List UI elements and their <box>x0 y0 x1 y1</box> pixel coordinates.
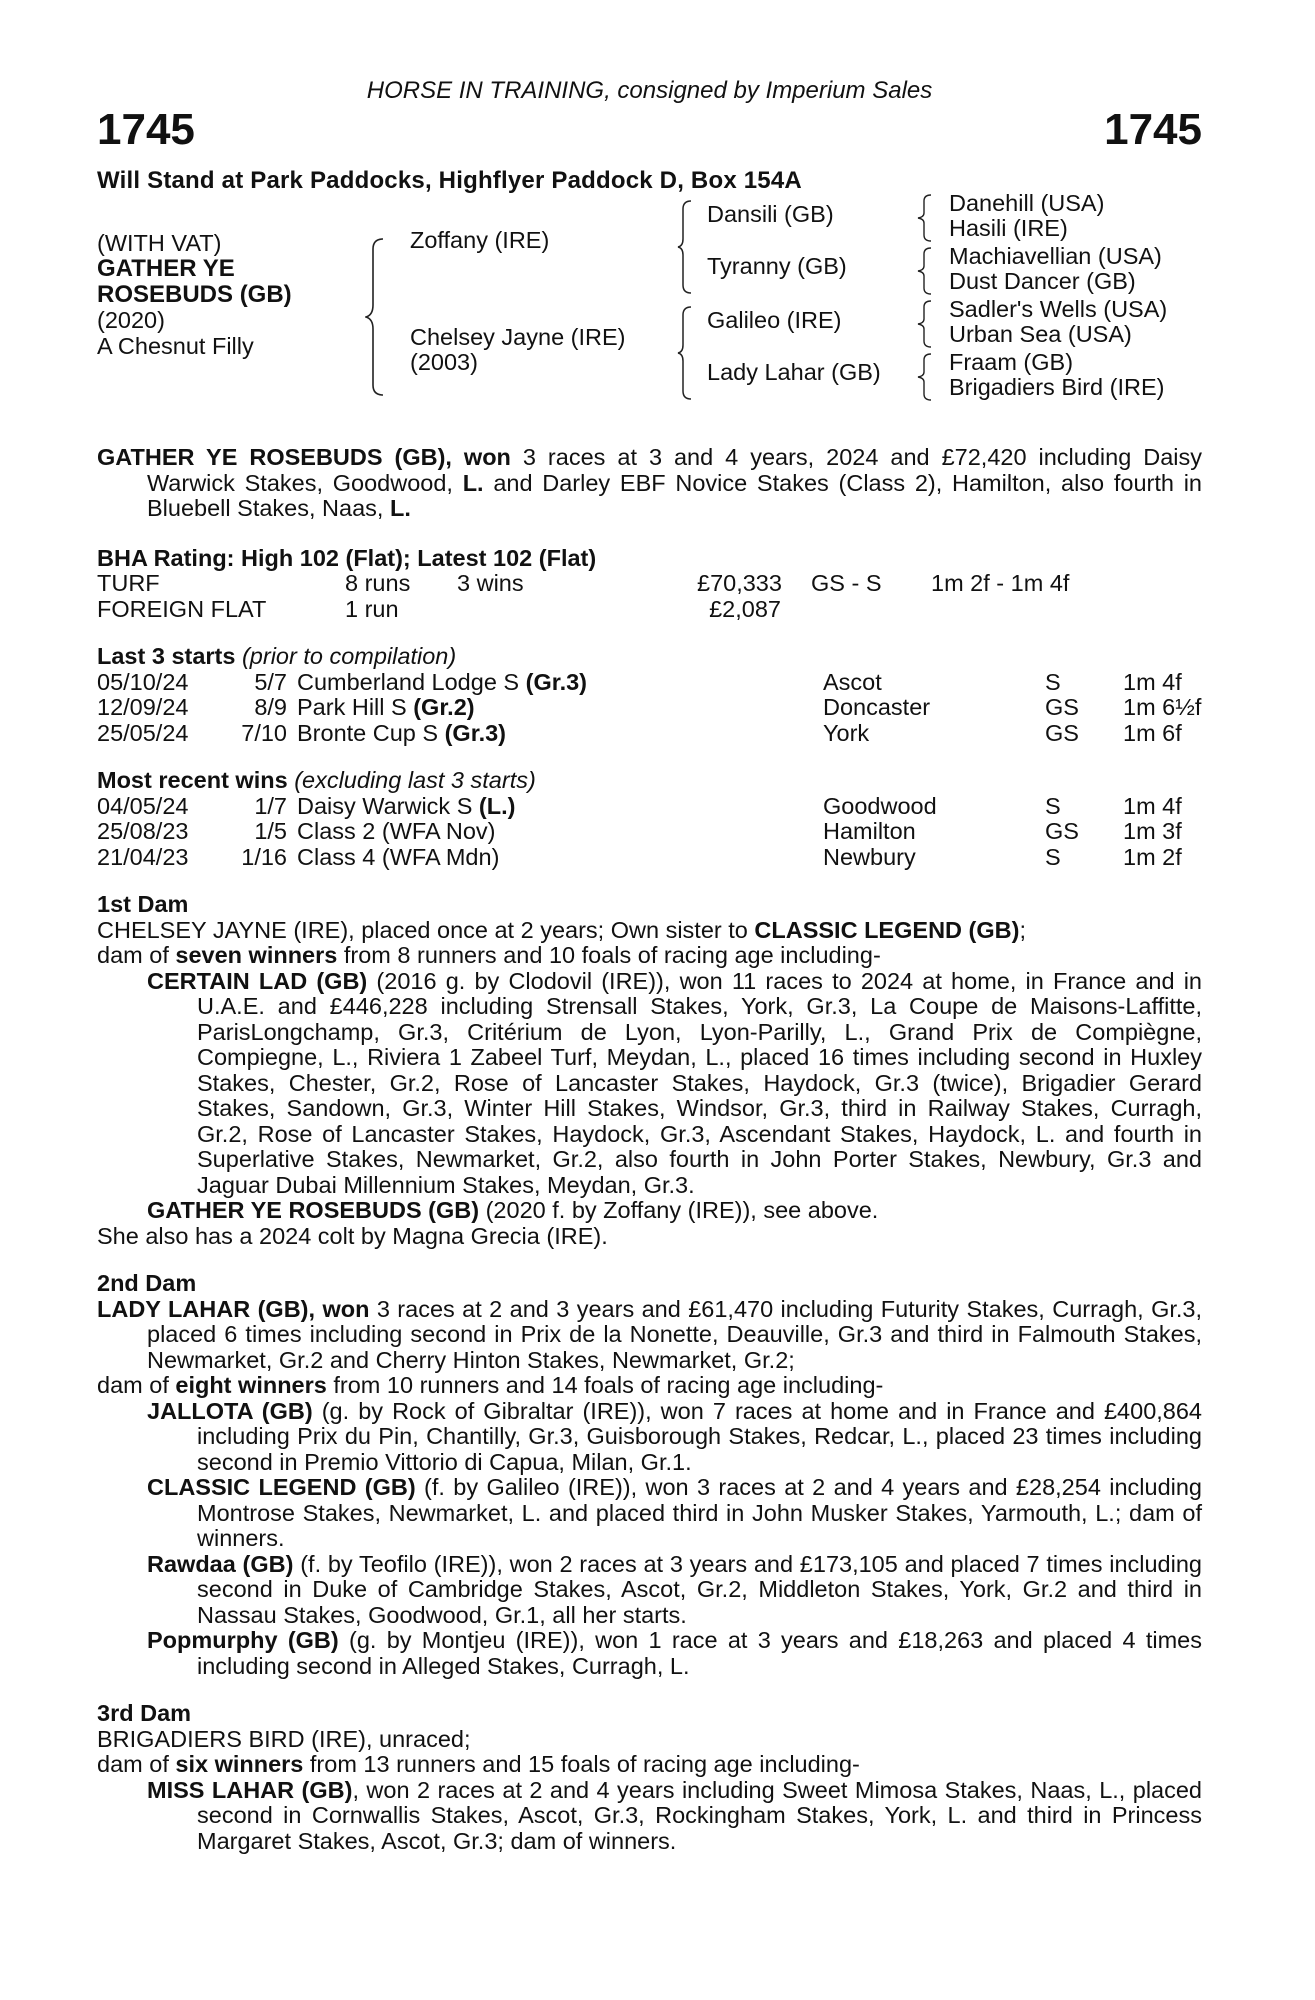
pedigree-brace-4d <box>917 352 933 402</box>
win-row: 21/04/23 1/16 Class 4 (WFA Mdn) Newbury S 1m 2f <box>97 843 1182 870</box>
horse-name-line1: GATHER YE <box>97 255 235 282</box>
second-dam: 2nd Dam LADY LAHAR (GB), won 3 races at 2 and 3 years and £61,470 including Futurity Stakes, Curragh, Gr.3, placed 6 times including second in Prix de la Nonette, Deauville, Gr.3 and third in Falmouth Stakes, Newmarket, Gr.2 and Cherry Hinton Stakes, Newmarket, Gr.2; dam of eight winners from 10 runners and 14 foals of racing age including- JALLOTA (GB) (g. by Rock of Gibraltar (IRE)), won 7 races at home and in France and £400,864 including Prix du Pin, Chantilly, Gr.3, Guisborough Stakes, Redcar, L., placed 23 times including second in Premio Vittorio di Capua, Milan, Gr.1. CLASSIC LEGEND (GB) (f. by Galileo (IRE)), won 3 races at 2 and 4 years and £28,254 including Montrose Stakes, Newmarket, L. and placed third in John Musker Stakes, Yarmouth, L.; dam of winners. Rawdaa (GB) (f. by Teofilo (IRE)), won 2 races at 3 years and £173,105 and placed 7 times including second in Duke of Cambridge Stakes, Ascot, Gr.2, Middleton Stakes, York, Gr.2 and third in Nassau Stakes, Goodwood, Gr.1, all her starts. Popmurphy (GB) (g. by Montjeu (IRE)), won 1 race at 3 years and £18,263 and placed 4 times including second in Alleged Stakes, Curragh, L. <box>97 1270 1203 1679</box>
pedigree-dam-sire: Galileo (IRE) <box>707 307 842 333</box>
horse-name-line2: ROSEBUDS (GB) <box>97 281 292 308</box>
pedigree-dsd: Urban Sea (USA) <box>949 321 1132 347</box>
bha-rating <box>97 546 1202 623</box>
produce-entry: Rawdaa (GB) (f. by Teofilo (IRE)), won 2 races at 3 years and £173,105 and placed 7 times including second in Duke of Cambridge Stakes, Ascot, Gr.2, Middleton Stakes, York, Gr.2 and third in Nassau Stakes, Goodwood, Gr.1, all her starts. <box>147 1550 1202 1628</box>
first-dam: 1st Dam CHELSEY JAYNE (IRE), placed once at 2 years; Own sister to CLASSIC LEGEND (GB); dam of seven winners from 8 runners and 10 foals of racing age including- CERTAIN LAD (GB) (2016 g. by Clodovil (IRE)), won 11 races to 2024 at home, in France and in U.A.E. and £446,228 including Strensall Stakes, York, Gr.3, La Coupe de Maisons-Laffitte, ParisLongchamp, Gr.3, Critérium de Lyon, Lyon-Parilly, L., Grand Prix de Compiègne, Compiegne, L., Riviera 1 Zabeel Turf, Meydan, L., placed 16 times including second in Huxley Stakes, Chester, Gr.2, Rose of Lancaster Stakes, Haydock, Gr.3 (twice), Brigadier Gerard Stakes, Sandown, Gr.3, Winter Hill Stakes, Windsor, Gr.3, third in Railway Stakes, Curragh, Gr.2, Rose of Lancaster Stakes, Haydock, Gr.3, Ascendant Stakes, Haydock, L. and fourth in Superlative Stakes, Newmarket, Gr.2, also fourth in John Porter Stakes, Newbury, Gr.3 and Jaguar Dubai Millennium Stakes, Meydan, Gr.3. GATHER YE ROSEBUDS (GB) (2020 f. by Zoffany (IRE)), see above. She also has a 2024 colt by Magna Grecia (IRE). <box>97 891 1202 1249</box>
pedigree-sss: Danehill (USA) <box>949 190 1105 216</box>
produce-entry: GATHER YE ROSEBUDS (GB) (2020 f. by Zoffany (IRE)), see above. <box>147 1197 879 1223</box>
horse-vat: (WITH VAT) <box>97 230 222 256</box>
start-row: 12/09/24 8/9 Park Hill S (Gr.2) Doncaster GS 1m 6½f <box>97 694 1202 720</box>
pedigree-brace-4c <box>917 299 933 349</box>
pedigree-brace-main <box>365 237 387 397</box>
location-line: Will Stand at Park Paddocks, Highflyer Paddock D, Box 154A <box>97 166 802 194</box>
pedigree-brace-4b <box>917 246 933 296</box>
horse-year: (2020) <box>97 307 165 333</box>
produce-entry: Popmurphy (GB) (g. by Montjeu (IRE)), won 1 race at 3 years and £18,263 and placed 4 times including second in Alleged Stakes, Curragh, L. <box>147 1627 1202 1679</box>
consignment-line: HORSE IN TRAINING, consigned by Imperium Sales <box>366 77 933 104</box>
rating-title: BHA Rating: High 102 (Flat); Latest 102 (Flat) <box>97 544 597 571</box>
pedigree-ssd: Hasili (IRE) <box>949 215 1068 241</box>
last-3-starts: Last 3 starts (prior to compilation) 05/10/24 5/7 Cumberland Lodge S (Gr.3) Ascot S 1m 4f 12/09/24 8/9 Park Hill S (Gr.2) Doncaster GS 1m 6½f 25/05/24 7/10 Bronte Cup S (Gr.3) York GS 1m 6f <box>97 643 1202 746</box>
win-row: 25/08/23 1/5 Class 2 (WFA Nov) Hamilton GS 1m 3f <box>97 818 1182 844</box>
start-row: 05/10/24 5/7 Cumberland Lodge S (Gr.3) Ascot S 1m 4f <box>97 668 1182 695</box>
first-dam-heading: 1st Dam <box>97 891 189 917</box>
summary-horse-name: GATHER YE ROSEBUDS (GB) <box>97 444 446 470</box>
pedigree-brace-sire <box>677 199 693 295</box>
rating-row: TURF 8 runs 3 wins £70,333 GS - S 1m 2f - 1m 4f <box>97 570 1070 596</box>
lot-number-left: 1745 <box>97 104 195 154</box>
third-dam-heading: 3rd Dam <box>97 1700 192 1726</box>
win-row: 04/05/24 1/7 Daisy Warwick S (L.) Goodwood S 1m 4f <box>97 792 1182 819</box>
pedigree-sire-dam: Tyranny (GB) <box>707 253 847 279</box>
most-recent-wins: Most recent wins (excluding last 3 starts) 04/05/24 1/7 Daisy Warwick S (L.) Goodwood S 1m 4f 25/08/23 1/5 Class 2 (WFA Nov) Hamilton GS 1m 3f 21/04/23 1/16 Class 4 (WFA Mdn) Newbury S 1m 2f <box>97 768 1202 870</box>
start-row: 25/05/24 7/10 Bronte Cup S (Gr.3) York GS 1m 6f <box>97 719 1182 746</box>
pedigree-dss: Sadler's Wells (USA) <box>949 296 1168 322</box>
third-dam: 3rd Dam BRIGADIERS BIRD (IRE), unraced; dam of six winners from 13 runners and 15 foals of racing age including- MISS LAHAR (GB), won 2 races at 2 and 4 years including Sweet Mimosa Stakes, Naas, L., placed second in Cornwallis Stakes, Ascot, Gr.3, Rockingham Stakes, York, L. and third in Princess Margaret Stakes, Ascot, Gr.3; dam of winners. <box>97 1700 1203 1854</box>
pedigree-brace-dam <box>677 305 693 401</box>
pedigree-sire: Zoffany (IRE) <box>410 227 550 253</box>
produce-entry: CLASSIC LEGEND (GB) (f. by Galileo (IRE)), won 3 races at 2 and 4 years and £28,254 including Montrose Stakes, Newmarket, L. and placed third in John Musker Stakes, Yarmouth, L.; dam of winners. <box>147 1474 1202 1551</box>
horse-description: A Chesnut Filly <box>97 333 254 359</box>
rating-row: FOREIGN FLAT 1 run £2,087 <box>97 595 781 622</box>
lot-number-right: 1745 <box>1104 104 1202 154</box>
race-summary: GATHER YE ROSEBUDS (GB), won 3 races at 3 and 4 years, 2024 and £72,420 including Daisy Warwick Stakes, Goodwood, L. and Darley EBF Novice Stakes (Class 2), Hamilton, also fourth in Bluebell Stakes, Naas, L. <box>97 444 1203 521</box>
pedigree-table <box>97 190 1202 418</box>
pedigree-sds: Machiavellian (USA) <box>949 243 1162 269</box>
pedigree-dam-year: (2003) <box>410 349 478 375</box>
pedigree-dam: Chelsey Jayne (IRE) <box>410 324 626 350</box>
produce-entry: JALLOTA (GB) (g. by Rock of Gibraltar (IRE)), won 7 races at home and in France and £400,864 including Prix du Pin, Chantilly, Gr.3, Guisborough Stakes, Redcar, L., placed 23 times including second in Premio Vittorio di Capua, Milan, Gr.1. <box>147 1397 1202 1475</box>
pedigree-brace-4a <box>917 193 933 243</box>
produce-entry: MISS LAHAR (GB), won 2 races at 2 and 4 years including Sweet Mimosa Stakes, Naas, L., placed second in Cornwallis Stakes, Ascot, Gr.3, Rockingham Stakes, York, L. and third in Princess Margaret Stakes, Ascot, Gr.3; dam of winners. <box>147 1776 1203 1854</box>
pedigree-sire-sire: Dansili (GB) <box>707 201 834 227</box>
catalogue-page <box>97 78 1202 1854</box>
lot-number-row <box>97 106 1202 154</box>
pedigree-sdd: Dust Dancer (GB) <box>949 268 1136 294</box>
pedigree-ddd: Brigadiers Bird (IRE) <box>949 374 1165 400</box>
summary-won: won <box>463 444 511 470</box>
second-dam-heading: 2nd Dam <box>97 1270 197 1296</box>
pedigree-dam-dam: Lady Lahar (GB) <box>707 359 881 385</box>
pedigree-dds: Fraam (GB) <box>949 349 1074 375</box>
produce-entry: CERTAIN LAD (GB) (2016 g. by Clodovil (IRE)), won 11 races to 2024 at home, in France and in U.A.E. and £446,228 including Strensall Stakes, York, Gr.3, La Coupe de Maisons-Laffitte, ParisLongchamp, Gr.3, Critérium de Lyon, Lyon-Parilly, L., Grand Prix de Compiègne, Compiegne, L., Riviera 1 Zabeel Turf, Meydan, L., placed 16 times including second in Huxley Stakes, Chester, Gr.2, Rose of Lancaster Stakes, Haydock, Gr.3 (twice), Brigadier Gerard Stakes, Sandown, Gr.3, Winter Hill Stakes, Windsor, Gr.3, third in Railway Stakes, Curragh, Gr.2, Rose of Lancaster Stakes, Haydock, Gr.3, Ascendant Stakes, Haydock, L. and fourth in Superlative Stakes, Newmarket, Gr.2, also fourth in John Porter Stakes, Newbury, Gr.3 and Jaguar Dubai Millennium Stakes, Meydan, Gr.3. <box>147 967 1202 1198</box>
